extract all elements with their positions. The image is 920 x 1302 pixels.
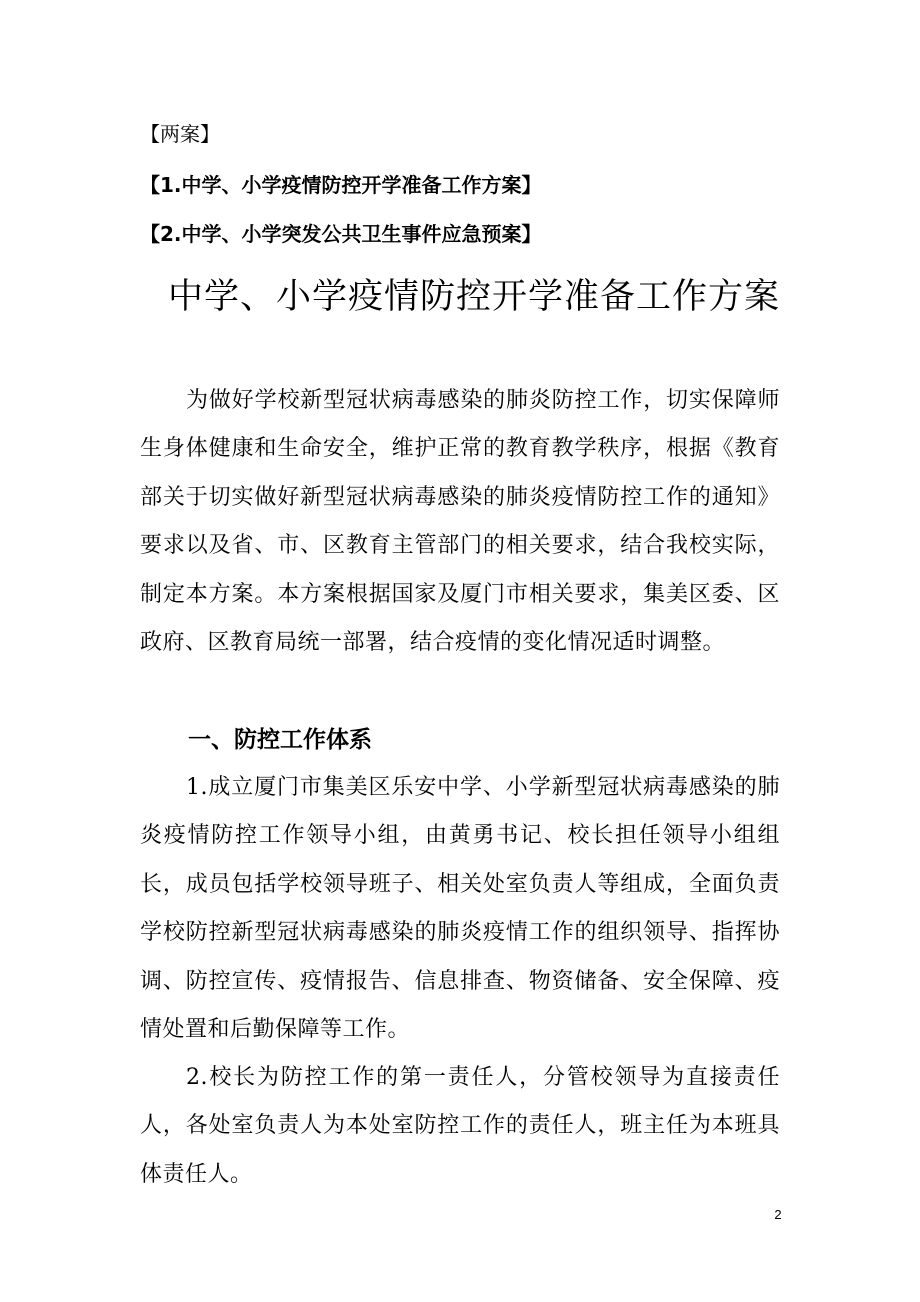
plan-2-title: 【2.中学、小学突发公共卫生事件应急预案】 [140, 222, 542, 246]
document-title: 中学、小学疫情防控开学准备工作方案 [167, 277, 780, 317]
section-1-paragraph-1: 1.成立厦门市集美区乐安中学、小学新型冠状病毒感染的肺炎疫情防控工作领导小组，由黄勇书记、校长担任领导小组组长，成员包括学校领导班子、相关处室负责人等组成，全面负责学校防控新型冠状病毒感染的肺炎疫情工作的组织领导、指挥协调、防控宣传、疫情报告、信息排查、物资储备、安全保障、疫情处置和后勤保障等工作。 [140, 775, 780, 1043]
intro-paragraph: 为做好学校新型冠状病毒感染的肺炎防控工作，切实保障师生身体健康和生命安全，维护正常的教育教学秩序，根据《教育部关于切实做好新型冠状病毒感染的肺炎疫情防控工作的通知》要求以及省、市、区教育主管部门的相关要求，结合我校实际，制定本方案。本方案根据国家及厦门市相关要求，集美区委、区政府、区教育局统一部署，结合疫情的变化情况适时调整。 [140, 388, 780, 656]
page-number: 2 [774, 1207, 782, 1222]
section-1-paragraph-2: 2.校长为防控工作的第一责任人，分管校领导为直接责任人，各处室负责人为本处室防控工作的责任人，班主任为本班具体责任人。 [140, 1065, 780, 1187]
plan-1-title: 【1.中学、小学疫情防控开学准备工作方案】 [140, 173, 542, 197]
category-label: 【两案】 [140, 122, 220, 146]
section-1-heading: 一、防控工作体系 [188, 727, 372, 753]
